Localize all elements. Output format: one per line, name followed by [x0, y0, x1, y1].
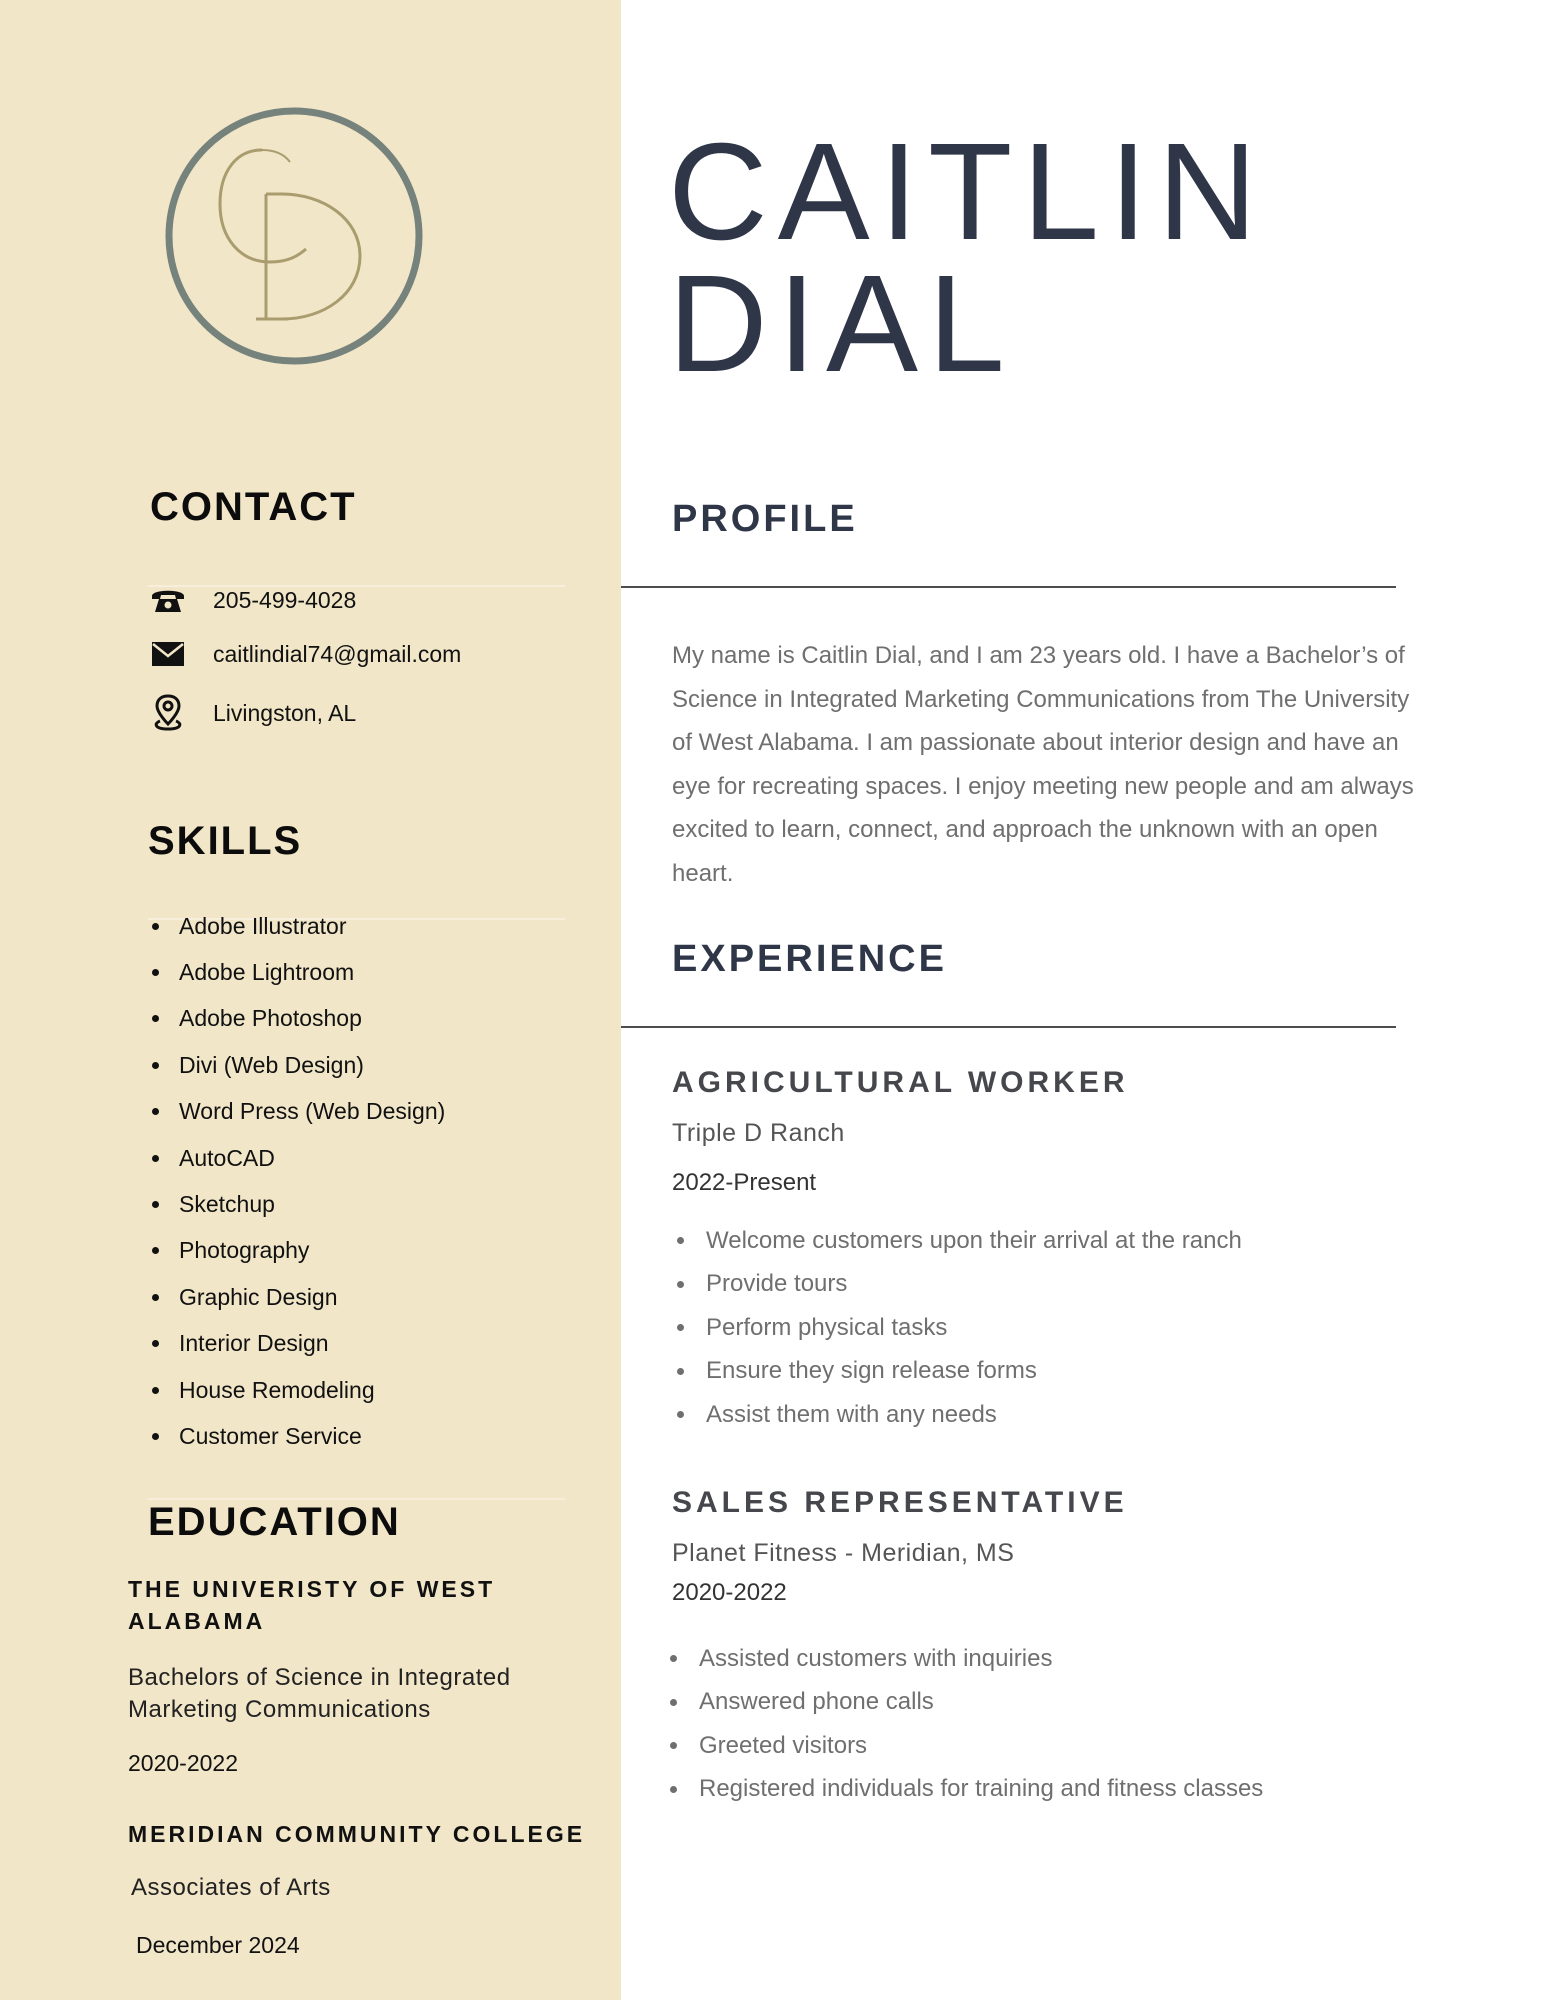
skill-item: Interior Design — [148, 1321, 445, 1367]
job-dates-1: 2022-Present — [672, 1169, 817, 1196]
skill-item: Graphic Design — [148, 1274, 445, 1320]
email-address: caitlindial74@gmail.com — [213, 640, 462, 667]
contact-heading: CONTACT — [150, 485, 357, 529]
last-name: DIAL — [668, 247, 1015, 401]
skill-item: Divi (Web Design) — [148, 1042, 445, 1088]
duty-item: Greeted visitors — [670, 1724, 1263, 1768]
education-school-2: MERIDIAN COMMUNITY COLLEGE — [128, 1821, 586, 1847]
job-company-2: Planet Fitness - Meridian, MS — [672, 1539, 1015, 1567]
first-name: CAITLIN — [668, 115, 1268, 269]
experience-heading: EXPERIENCE — [672, 938, 947, 980]
skill-item: Customer Service — [148, 1413, 445, 1459]
skill-item: Adobe Illustrator — [148, 903, 445, 949]
skill-item: Word Press (Web Design) — [148, 1089, 445, 1135]
phone-icon — [148, 580, 188, 620]
profile-heading: PROFILE — [672, 498, 858, 540]
duty-item: Welcome customers upon their arrival at the ranch — [677, 1219, 1242, 1263]
education-degree-1: Bachelors of Science in Integrated Marketing Communications — [128, 1664, 511, 1723]
mail-icon — [148, 634, 188, 674]
duty-item: Registered individuals for training and fitness classes — [670, 1768, 1263, 1812]
skill-item: Adobe Lightroom — [148, 949, 445, 995]
skill-item: AutoCAD — [148, 1135, 445, 1181]
profile-rule — [621, 586, 1396, 588]
education-years-2: December 2024 — [136, 1932, 300, 1958]
duty-item: Perform physical tasks — [677, 1306, 1242, 1350]
monogram-logo — [164, 106, 424, 366]
education-degree-2: Associates of Arts — [131, 1874, 331, 1901]
job-duties-2 — [670, 1637, 1263, 1811]
profile-text: My name is Caitlin Dial, and I am 23 years old. I have a Bachelor’s of Science in Integrated Marketing Communications from The University of West Alabama. I am passionate about interior design and have an eye for recreating spaces. I enjoy meeting new people and am always excited to learn, connect, and approach the unknown with an open heart. — [672, 642, 1414, 887]
contact-location — [148, 693, 356, 733]
location-text: Livingston, AL — [213, 699, 357, 726]
education-school-1: THE UNIVERISTY OF WEST ALABAMA — [128, 1576, 496, 1634]
duty-item: Assist them with any needs — [677, 1393, 1242, 1437]
skill-item: House Remodeling — [148, 1367, 445, 1413]
skill-item: Photography — [148, 1228, 445, 1274]
contact-email — [148, 634, 461, 674]
job-duties-1 — [677, 1219, 1242, 1437]
phone-number: 205-499-4028 — [213, 586, 357, 613]
skills-list — [148, 903, 445, 1460]
skills-heading: SKILLS — [148, 819, 303, 863]
duty-item: Provide tours — [677, 1263, 1242, 1307]
contact-phone — [148, 580, 356, 620]
skill-item: Adobe Photoshop — [148, 996, 445, 1042]
job-dates-2: 2020-2022 — [672, 1579, 787, 1606]
location-pin-icon — [148, 693, 188, 733]
sidebar — [0, 0, 621, 2000]
job-title-1: AGRICULTURAL WORKER — [672, 1066, 1129, 1099]
job-company-1: Triple D Ranch — [672, 1119, 845, 1147]
skill-item: Sketchup — [148, 1181, 445, 1227]
job-title-2: SALES REPRESENTATIVE — [672, 1486, 1128, 1519]
duty-item: Answered phone calls — [670, 1681, 1263, 1725]
duty-item: Ensure they sign release forms — [677, 1350, 1242, 1394]
full-name — [668, 115, 1268, 401]
education-years-1: 2020-2022 — [128, 1750, 238, 1776]
education-heading: EDUCATION — [148, 1500, 401, 1544]
duty-item: Assisted customers with inquiries — [670, 1637, 1263, 1681]
experience-rule — [621, 1026, 1396, 1028]
